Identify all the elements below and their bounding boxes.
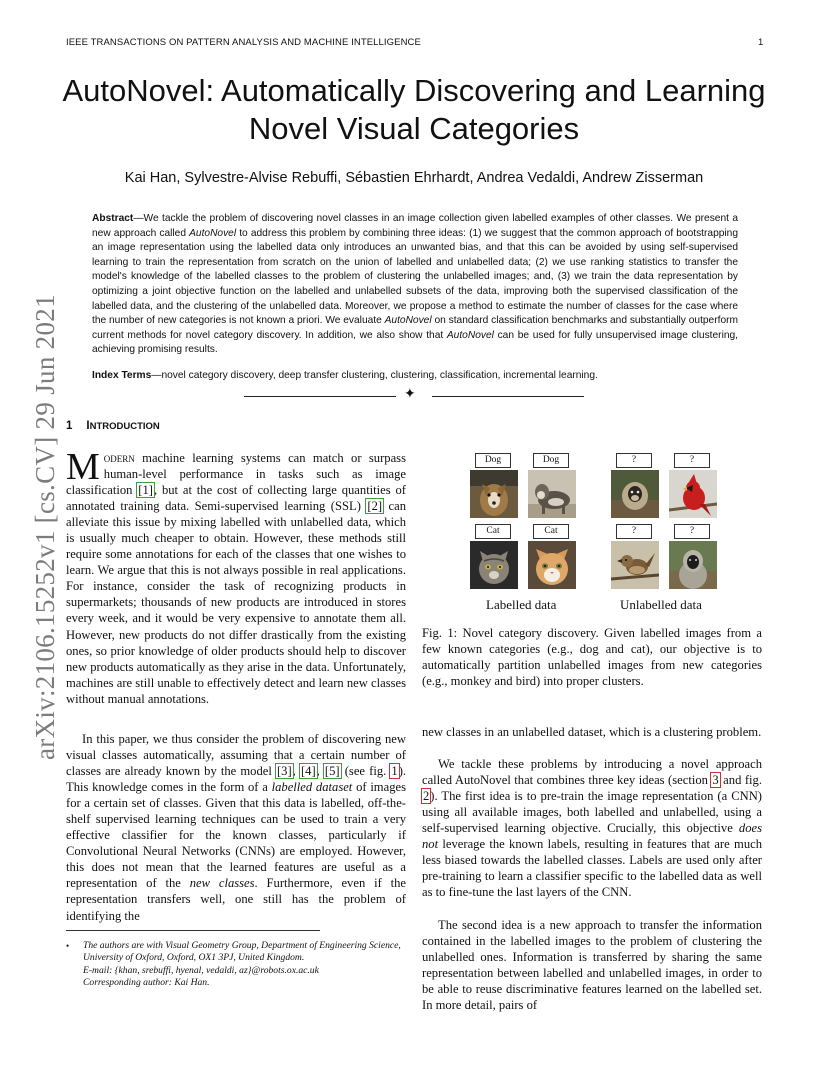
label-cat: Cat bbox=[475, 524, 511, 539]
separator-rule-left bbox=[244, 396, 396, 397]
right-paragraph-1: new classes in an unlabelled dataset, which is a clustering problem. bbox=[422, 725, 762, 739]
label-unknown: ? bbox=[616, 524, 652, 539]
label-cat: Cat bbox=[533, 524, 569, 539]
abstract-text: on standard classification benchmarks and substantially outperform current methods for novel category discovery. In addition, we also show that bbox=[92, 315, 738, 341]
section-separator bbox=[244, 389, 584, 405]
emphasis-text: does not bbox=[422, 821, 762, 852]
paragraph-text: . Furthermore, even if the representation transfers well, one still has the problem of identifying the bbox=[66, 876, 406, 923]
dog-photo-2 bbox=[528, 470, 576, 518]
caption-prefix: Fig. 1: bbox=[422, 626, 458, 640]
citation-link[interactable]: [2] bbox=[367, 499, 383, 514]
paragraph-text: ). The first idea is to pre-train the image representation (a CNN) using all available images, both labelled and unlabelled, using a self-supervised learning objective. Crucially, this objective bbox=[422, 789, 762, 836]
right-paragraph-2 bbox=[422, 756, 762, 900]
paragraph-text: machine learning systems can match or surpass human-level performance in tasks such as image classification bbox=[66, 451, 406, 498]
section-heading bbox=[66, 420, 160, 432]
right-paragraph-3: The second idea is a new approach to transfer the information contained in the labelled images to the problem of clustering the unlabelled ones. Information is transferred by sharing the same representation between labelled and unlabelled images, in order to be able to reuse discriminative features learned on the labelled set. In more detail, pairs of bbox=[422, 918, 762, 1013]
abstract-text: to address this problem by combining three ideas: (1) we suggest that the common approach of bootstrapping an image representation using the labelled data only introduces an unwanted bias, and that this can be avoided by using self-supervised learning to train the representation from scratch on the union of labelled and unlabelled data; (2) we use ranking statistics to transfer the model's knowledge of the labelled classes to the problem of clustering the unlabelled images; and, (3) we train the data representation by optimizing a joint objective function on the labelled and unlabelled subsets of the data, improving both the supervised classification of the labelled data, and the clustering of the unlabelled data. Moreover, we propose a method to estimate the number of classes for the case where the number of new categories is not known a priori. We evaluate bbox=[92, 227, 739, 327]
intro-paragraph-2 bbox=[66, 731, 406, 924]
paragraph-text: of images for a certain set of classes. Given that this data is labelled, off-the-shelf supervised learning techniques can be used to train a very effective classifier for the known classes, particularly if Convolutional Neural Networks (CNNs) are employed. However, this does not mean that the learned features are useful as a representation of the bbox=[66, 780, 406, 891]
caption-text: Novel category discovery. Given labelled images from a few known categories (e.g., dog and cat), our objective is to automatically partition unlabelled images from new categories (e.g., monkey and bird) into proper clusters. bbox=[422, 626, 762, 689]
abstract bbox=[92, 212, 738, 358]
emphasis-text: labelled dataset bbox=[271, 780, 353, 795]
figure-1 bbox=[466, 448, 728, 618]
footnote-email: E-mail: {khan, srebuffi, hyenal, vedaldi, az}@robots.ox.ac.uk bbox=[83, 964, 319, 976]
citation-link[interactable]: [3] bbox=[276, 764, 292, 779]
abstract-text: —We tackle the problem of discovering novel classes in an image collection given labelled examples of other classes. We present a new approach called bbox=[92, 213, 738, 239]
page-number: 1 bbox=[758, 37, 764, 48]
arxiv-stamp: arXiv:2106.15252v1 [cs.CV] 29 Jun 2021 bbox=[30, 294, 60, 760]
paragraph-text: leverage the known labels, resulting in features that are much less biased towards the labelled classes. Labels are used only after pre-training to learn a classifier specific to the labelled data as well as to fine-tune the last layers of the CNN. bbox=[422, 837, 762, 900]
separator-rule-right bbox=[432, 396, 584, 397]
cardinal-photo bbox=[669, 470, 717, 518]
section-link[interactable]: 3 bbox=[712, 773, 719, 788]
section-title-rest: NTRODUCTION bbox=[89, 421, 160, 432]
abstract-text: can be used for fully unsupervised image clustering, achieving promising results. bbox=[92, 329, 738, 356]
author-list: Kai Han, Sylvestre-Alvise Rebuffi, Sébastien Ehrhardt, Andrea Vedaldi, Andrew Zisserman bbox=[124, 170, 704, 186]
langur-photo bbox=[669, 541, 717, 589]
emphasis-text: new classes bbox=[189, 876, 255, 891]
footnote-affiliation: The authors are with Visual Geometry Group, Department of Engineering Science, University of Oxford, Oxford, OX1 3PJ, United Kingdom. bbox=[83, 940, 401, 964]
index-terms bbox=[92, 369, 738, 383]
monkey-photo bbox=[611, 470, 659, 518]
paragraph-text: (see fig. bbox=[340, 764, 391, 779]
paragraph-text: , bbox=[292, 764, 300, 779]
section-title-initial: I bbox=[86, 420, 90, 432]
citation-link[interactable]: [5] bbox=[324, 764, 340, 779]
paragraph-text: ). This knowledge comes in the form of a bbox=[66, 764, 407, 795]
index-terms-label: Index Terms bbox=[92, 370, 152, 381]
drop-cap: M bbox=[66, 446, 100, 488]
footnote-text bbox=[83, 940, 403, 989]
footnote-bullet: • bbox=[66, 941, 70, 951]
citation-link[interactable]: [4] bbox=[300, 764, 316, 779]
index-terms-text: —novel category discovery, deep transfer clustering, clustering, classification, incremental learning. bbox=[151, 370, 598, 381]
dog-photo-1 bbox=[470, 470, 518, 518]
unlabelled-data-caption: Unlabelled data bbox=[620, 597, 702, 612]
intro-paragraph-1 bbox=[66, 446, 407, 707]
paragraph-text: We tackle these problems by introducing a novel approach called AutoNovel that combines three key ideas (section bbox=[422, 757, 762, 788]
cat-photo-1 bbox=[470, 541, 518, 589]
citation-link[interactable]: [1] bbox=[138, 483, 153, 498]
paper-title: AutoNovel: Automatically Discovering and Learning Novel Visual Categories bbox=[62, 73, 766, 146]
label-unknown: ? bbox=[616, 453, 652, 468]
figure-1-caption bbox=[422, 625, 762, 689]
label-unknown: ? bbox=[674, 453, 710, 468]
label-unknown: ? bbox=[674, 524, 710, 539]
abstract-method-name: AutoNovel bbox=[446, 329, 494, 341]
figure-link[interactable]: 1 bbox=[391, 764, 398, 779]
section-number: 1 bbox=[66, 420, 73, 432]
footnote-rule bbox=[66, 930, 320, 931]
abstract-method-name: AutoNovel bbox=[189, 227, 237, 239]
separator-star-icon: ✦ bbox=[404, 387, 416, 402]
paragraph-text: , bbox=[316, 764, 324, 779]
label-dog: Dog bbox=[533, 453, 569, 468]
paragraph-text: can alleviate this issue by mixing labelled with unlabelled data, which is usually much cheaper to obtain. However, these methods still require some annotations for each of the classes that one wishes to learn. We argue that this is not always possible in real applications. For instance, consider the task of recognizing products in supermarkets; thousands of new products are introduced in stores every week, and it would be very expensive to annotate them all. However, new products do not differ drastically from the existing ones, so prior knowledge of older products should help to discover new products automatically as they arise in the data. Unfortunately, machines are still unable to effectively detect and learn new classes without manual annotations. bbox=[66, 499, 407, 706]
paragraph-text: In this paper, we thus consider the problem of discovering new visual classes automatically, assuming that a certain number of classes are already known by the model bbox=[66, 732, 406, 779]
cat-photo-2 bbox=[528, 541, 576, 589]
abstract-label: Abstract bbox=[92, 213, 134, 224]
labelled-data-caption: Labelled data bbox=[486, 597, 557, 612]
running-head: IEEE TRANSACTIONS ON PATTERN ANALYSIS AND MACHINE INTELLIGENCE bbox=[66, 37, 421, 48]
label-dog: Dog bbox=[475, 453, 511, 468]
paragraph-text: and fig. bbox=[719, 773, 762, 788]
drop-cap-smallcaps: odern bbox=[103, 451, 135, 465]
abstract-method-name: AutoNovel bbox=[384, 315, 432, 327]
paragraph-text: , but at the cost of collecting large quantities of annotated training data. Semi-supervised learning (SSL) bbox=[66, 483, 406, 514]
figure-link[interactable]: 2 bbox=[423, 789, 430, 804]
wren-photo bbox=[611, 541, 659, 589]
footnote-corresponding: Corresponding author: Kai Han. bbox=[83, 976, 210, 988]
